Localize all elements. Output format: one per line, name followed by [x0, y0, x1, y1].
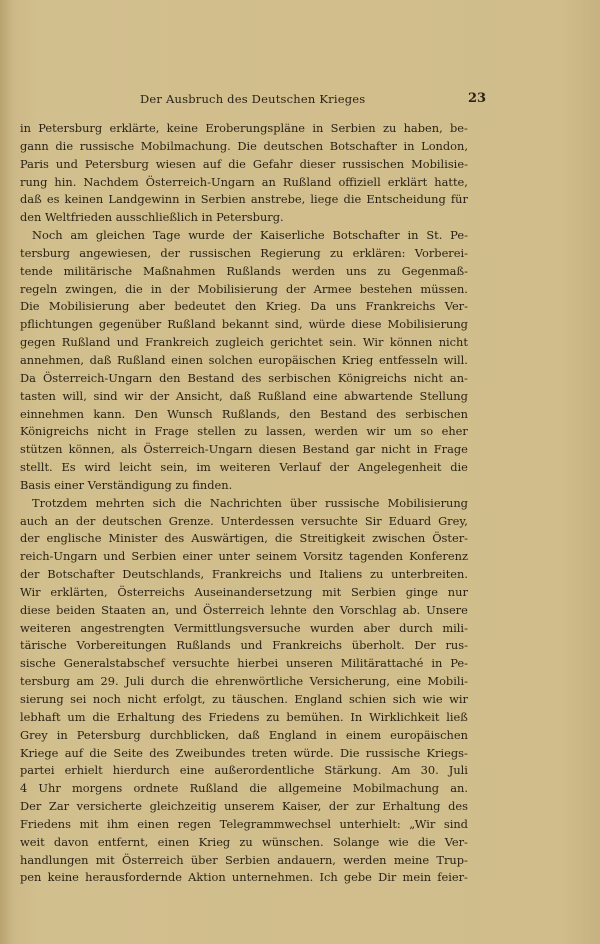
- text-line: tasten will, sind wir der Ansicht, daß Rußland eine abwartende Stellung: [20, 388, 468, 403]
- text-line: tersburg angewiesen, der russischen Regierung zu erklären: Vorberei-: [20, 245, 468, 260]
- text-line: einnehmen kann. Den Wunsch Rußlands, den Bestand des serbischen: [20, 406, 468, 421]
- text-line: reich-Ungarn und Serbien einer unter seinem Vorsitz tagenden Konferenz: [20, 549, 468, 564]
- text-line: Noch am gleichen Tage wurde der Kaiserliche Botschafter in St. Pe-: [32, 228, 468, 243]
- text-line: handlungen mit Österreich über Serbien andauern, werden meine Trup-: [20, 852, 468, 867]
- text-line: Königreichs nicht in Frage stellen zu lassen, werden wir um so eher: [20, 424, 468, 439]
- text-line: der Botschafter Deutschlands, Frankreichs und Italiens zu unterbreiten.: [20, 567, 468, 582]
- text-line: Kriege auf die Seite des Zweibundes treten würde. Die russische Kriegs-: [20, 745, 468, 760]
- text-line: 4 Uhr morgens ordnete Rußland die allgemeine Mobilmachung an.: [20, 781, 468, 796]
- text-line: den Weltfrieden ausschließlich in Petersburg.: [20, 210, 284, 225]
- text-line: sierung sei noch nicht erfolgt, zu täuschen. England schien sich wie wir: [20, 692, 468, 706]
- text-line: pen keine herausfordernde Aktion unternehmen. Ich gebe Dir mein feier-: [20, 870, 468, 885]
- text-line: tende militärische Maßnahmen Rußlands werden uns zu Gegenmaß-: [20, 263, 468, 278]
- text-line: weiteren angestrengten Vermittlungsversuche wurden aber durch mili-: [20, 620, 468, 635]
- text-line: gann die russische Mobilmachung. Die deutschen Botschafter in London,: [20, 138, 468, 153]
- text-line: Grey in Petersburg durchblicken, daß England in einem europäischen: [20, 727, 468, 742]
- text-line: sische Generalstabschef versuchte hierbei unseren Militärattaché in Pe-: [20, 656, 468, 671]
- text-line: Basis einer Verständigung zu finden.: [20, 477, 233, 492]
- text-line: stellt. Es wird leicht sein, im weiteren Verlauf der Angelegenheit die: [20, 460, 468, 475]
- running-head: Der Ausbruch des Deutschen Krieges: [140, 92, 366, 106]
- text-line: auch an der deutschen Grenze. Unterdessen versuchte Sir Eduard Grey,: [20, 513, 468, 528]
- text-line: daß es keinen Landgewinn in Serbien anstrebe, liege die Entscheidung für: [20, 192, 468, 207]
- page-number: 23: [468, 91, 487, 106]
- text-line: Da Österreich-Ungarn den Bestand des serbischen Königreichs nicht an-: [20, 370, 468, 385]
- text-line: weit davon entfernt, einen Krieg zu wünschen. Solange wie die Ver-: [20, 834, 468, 849]
- text-line: Der Zar versicherte gleichzeitig unserem Kaiser, der zur Erhaltung des: [20, 799, 468, 814]
- text-line: Trotzdem mehrten sich die Nachrichten über russische Mobilisierung: [32, 495, 468, 510]
- text-line: stützen können, als Österreich-Ungarn diesen Bestand gar nicht in Frage: [20, 442, 468, 457]
- text-line: diese beiden Staaten an, und Österreich lehnte den Vorschlag ab. Unsere: [20, 602, 468, 617]
- text-line: pflichtungen gegenüber Rußland bekannt sind, würde diese Mobilisierung: [20, 317, 468, 332]
- body-text: [20, 120, 468, 887]
- text-line: rung hin. Nachdem Österreich-Ungarn an Rußland offiziell erklärt hatte,: [20, 174, 468, 189]
- text-line: gegen Rußland und Frankreich zugleich gerichtet sein. Wir können nicht: [20, 335, 468, 350]
- text-line: Friedens mit ihm einen regen Telegrammwechsel unterhielt: „Wir sind: [20, 816, 468, 831]
- text-line: der englische Minister des Auswärtigen, die Streitigkeit zwischen Öster-: [20, 531, 468, 546]
- text-line: lebhaft um die Erhaltung des Friedens zu bemühen. In Wirklichkeit ließ: [20, 709, 468, 724]
- text-line: tersburg am 29. Juli durch die ehrenwörtliche Versicherung, eine Mobili-: [20, 674, 468, 689]
- text-line: regeln zwingen, die in der Mobilisierung der Armee bestehen müssen.: [20, 281, 468, 296]
- text-line: Wir erklärten, Österreichs Auseinandersetzung mit Serbien ginge nur: [20, 584, 468, 599]
- text-line: annehmen, daß Rußland einen solchen europäischen Krieg entfesseln will.: [20, 352, 468, 367]
- text-line: Die Mobilisierung aber bedeutet den Krieg. Da uns Frankreichs Ver-: [20, 299, 468, 314]
- text-line: in Petersburg erklärte, keine Eroberungspläne in Serbien zu haben, be-: [20, 121, 468, 135]
- text-line: Paris und Petersburg wiesen auf die Gefahr dieser russischen Mobilisie-: [20, 156, 468, 171]
- text-line: tärische Vorbereitungen Rußlands und Frankreichs überholt. Der rus-: [20, 638, 468, 653]
- text-line: partei erhielt hierdurch eine außerordentliche Stärkung. Am 30. Juli: [20, 763, 468, 778]
